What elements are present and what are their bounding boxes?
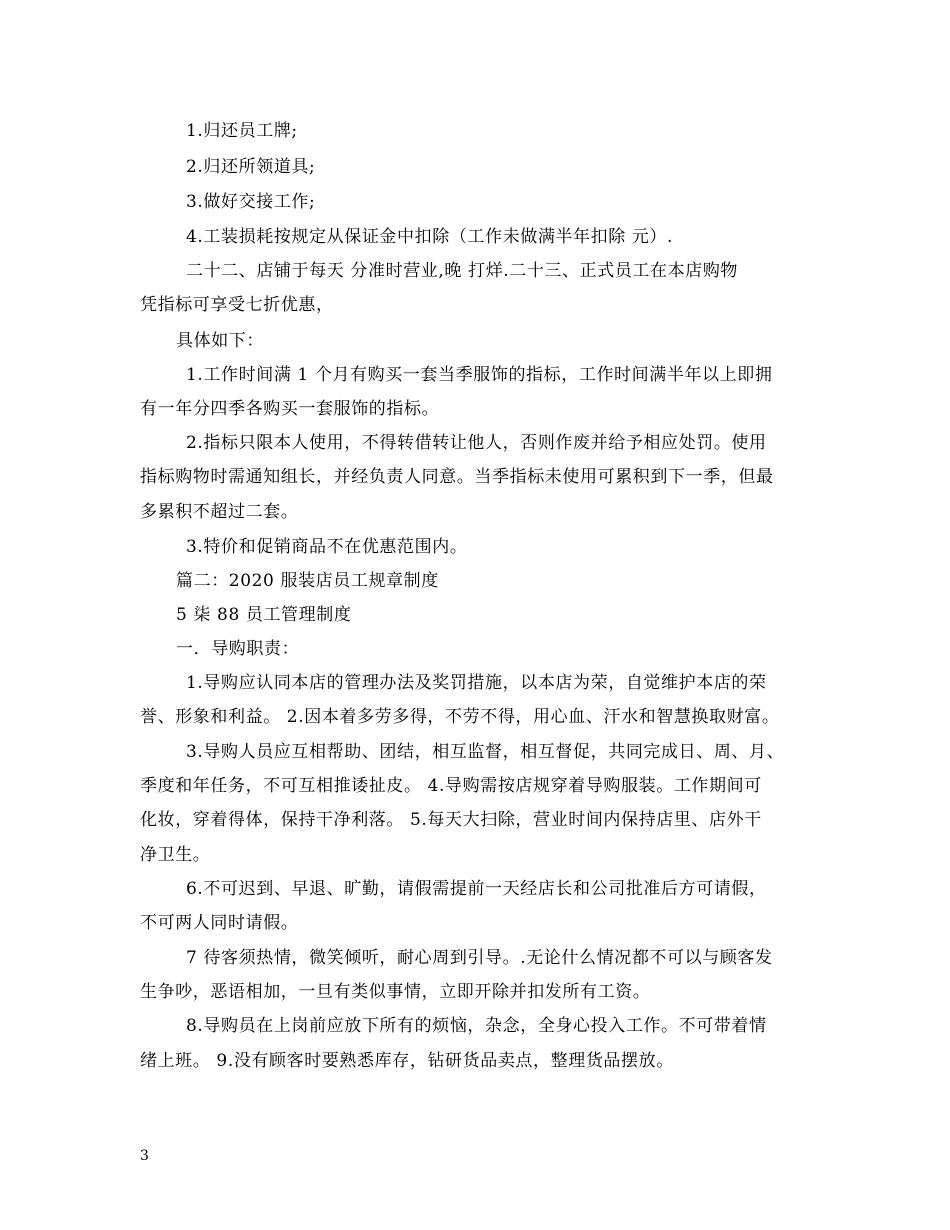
text-line: 2.指标只限本人使用，不得转借转让他人，否则作废并给予相应处罚。使用 xyxy=(186,433,767,453)
text-line: 1.归还员工牌; xyxy=(186,121,298,141)
text-line: 指标购物时需通知组长，并经负责人同意。当季指标未使用可累积到下一季，但最 xyxy=(140,467,774,487)
text-line: 2.归还所领道具; xyxy=(186,157,316,177)
text-line: 3.特价和促销商品不在优惠范围内。 xyxy=(186,537,468,557)
text-line: 季度和年任务，不可互相推诿扯皮。 4.导购需按店规穿着导购服装。工作期间可 xyxy=(140,776,762,796)
text-line: 3.做好交接工作; xyxy=(186,192,316,212)
text-line: 3.导购人员应互相帮助、团结，相互监督，相互督促，共同完成日、周、月、 xyxy=(186,742,785,762)
text-line: 生争吵，恶语相加，一旦有类似事情，立即开除并扣发所有工资。 xyxy=(140,982,651,1002)
text-line: 化妆，穿着得体，保持干净利落。 5.每天大扫除，营业时间内保持店里、店外干 xyxy=(140,810,762,830)
text-line: 有一年分四季各购买一套服饰的指标。 xyxy=(140,399,440,419)
text-line: 誉、形象和利益。 2.因本着多劳多得，不劳不得，用心血、汗水和智慧换取财富。 xyxy=(140,707,780,727)
page-number: 3 xyxy=(140,1148,149,1164)
text-line: 净卫生。 xyxy=(140,845,211,865)
text-line: 8.导购员在上岗前应放下所有的烦恼，杂念，全身心投入工作。不可带着情 xyxy=(186,1016,767,1036)
text-line: 多累积不超过二套。 xyxy=(140,502,299,522)
section-heading: 5 柒 88 员工管理制度 xyxy=(176,605,352,625)
section-heading: 一．导购职责： xyxy=(176,639,300,659)
text-line: 凭指标可享受七折优惠， xyxy=(140,295,334,315)
section-heading: 篇二：2020 服装店员工规章制度 xyxy=(176,571,439,591)
text-line: 1.导购应认同本店的管理办法及奖罚措施，以本店为荣，自觉维护本店的荣 xyxy=(186,673,767,693)
text-line: 二十二、店铺于每天 分准时营业,晚 打烊.二十三、正式员工在本店购物 xyxy=(186,261,739,281)
text-line: 1.工作时间满 1 个月有购买一套当季服饰的指标，工作时间满半年以上即拥 xyxy=(186,365,773,385)
text-line: 7 待客须热情，微笑倾听，耐心周到引导。.无论什么情况都不可以与顾客发 xyxy=(186,948,773,968)
text-line: 绪上班。 9.没有顾客时要熟悉库存，钻研货品卖点，整理货品摆放。 xyxy=(140,1051,674,1071)
text-line: 4.工装损耗按规定从保证金中扣除（工作未做满半年扣除 元）. xyxy=(186,227,674,247)
text-line: 不可两人同时请假。 xyxy=(140,913,299,933)
text-line: 具体如下： xyxy=(176,331,264,351)
text-line: 6.不可迟到、早退、旷勤，请假需提前一天经店长和公司批准后方可请假， xyxy=(186,879,767,899)
